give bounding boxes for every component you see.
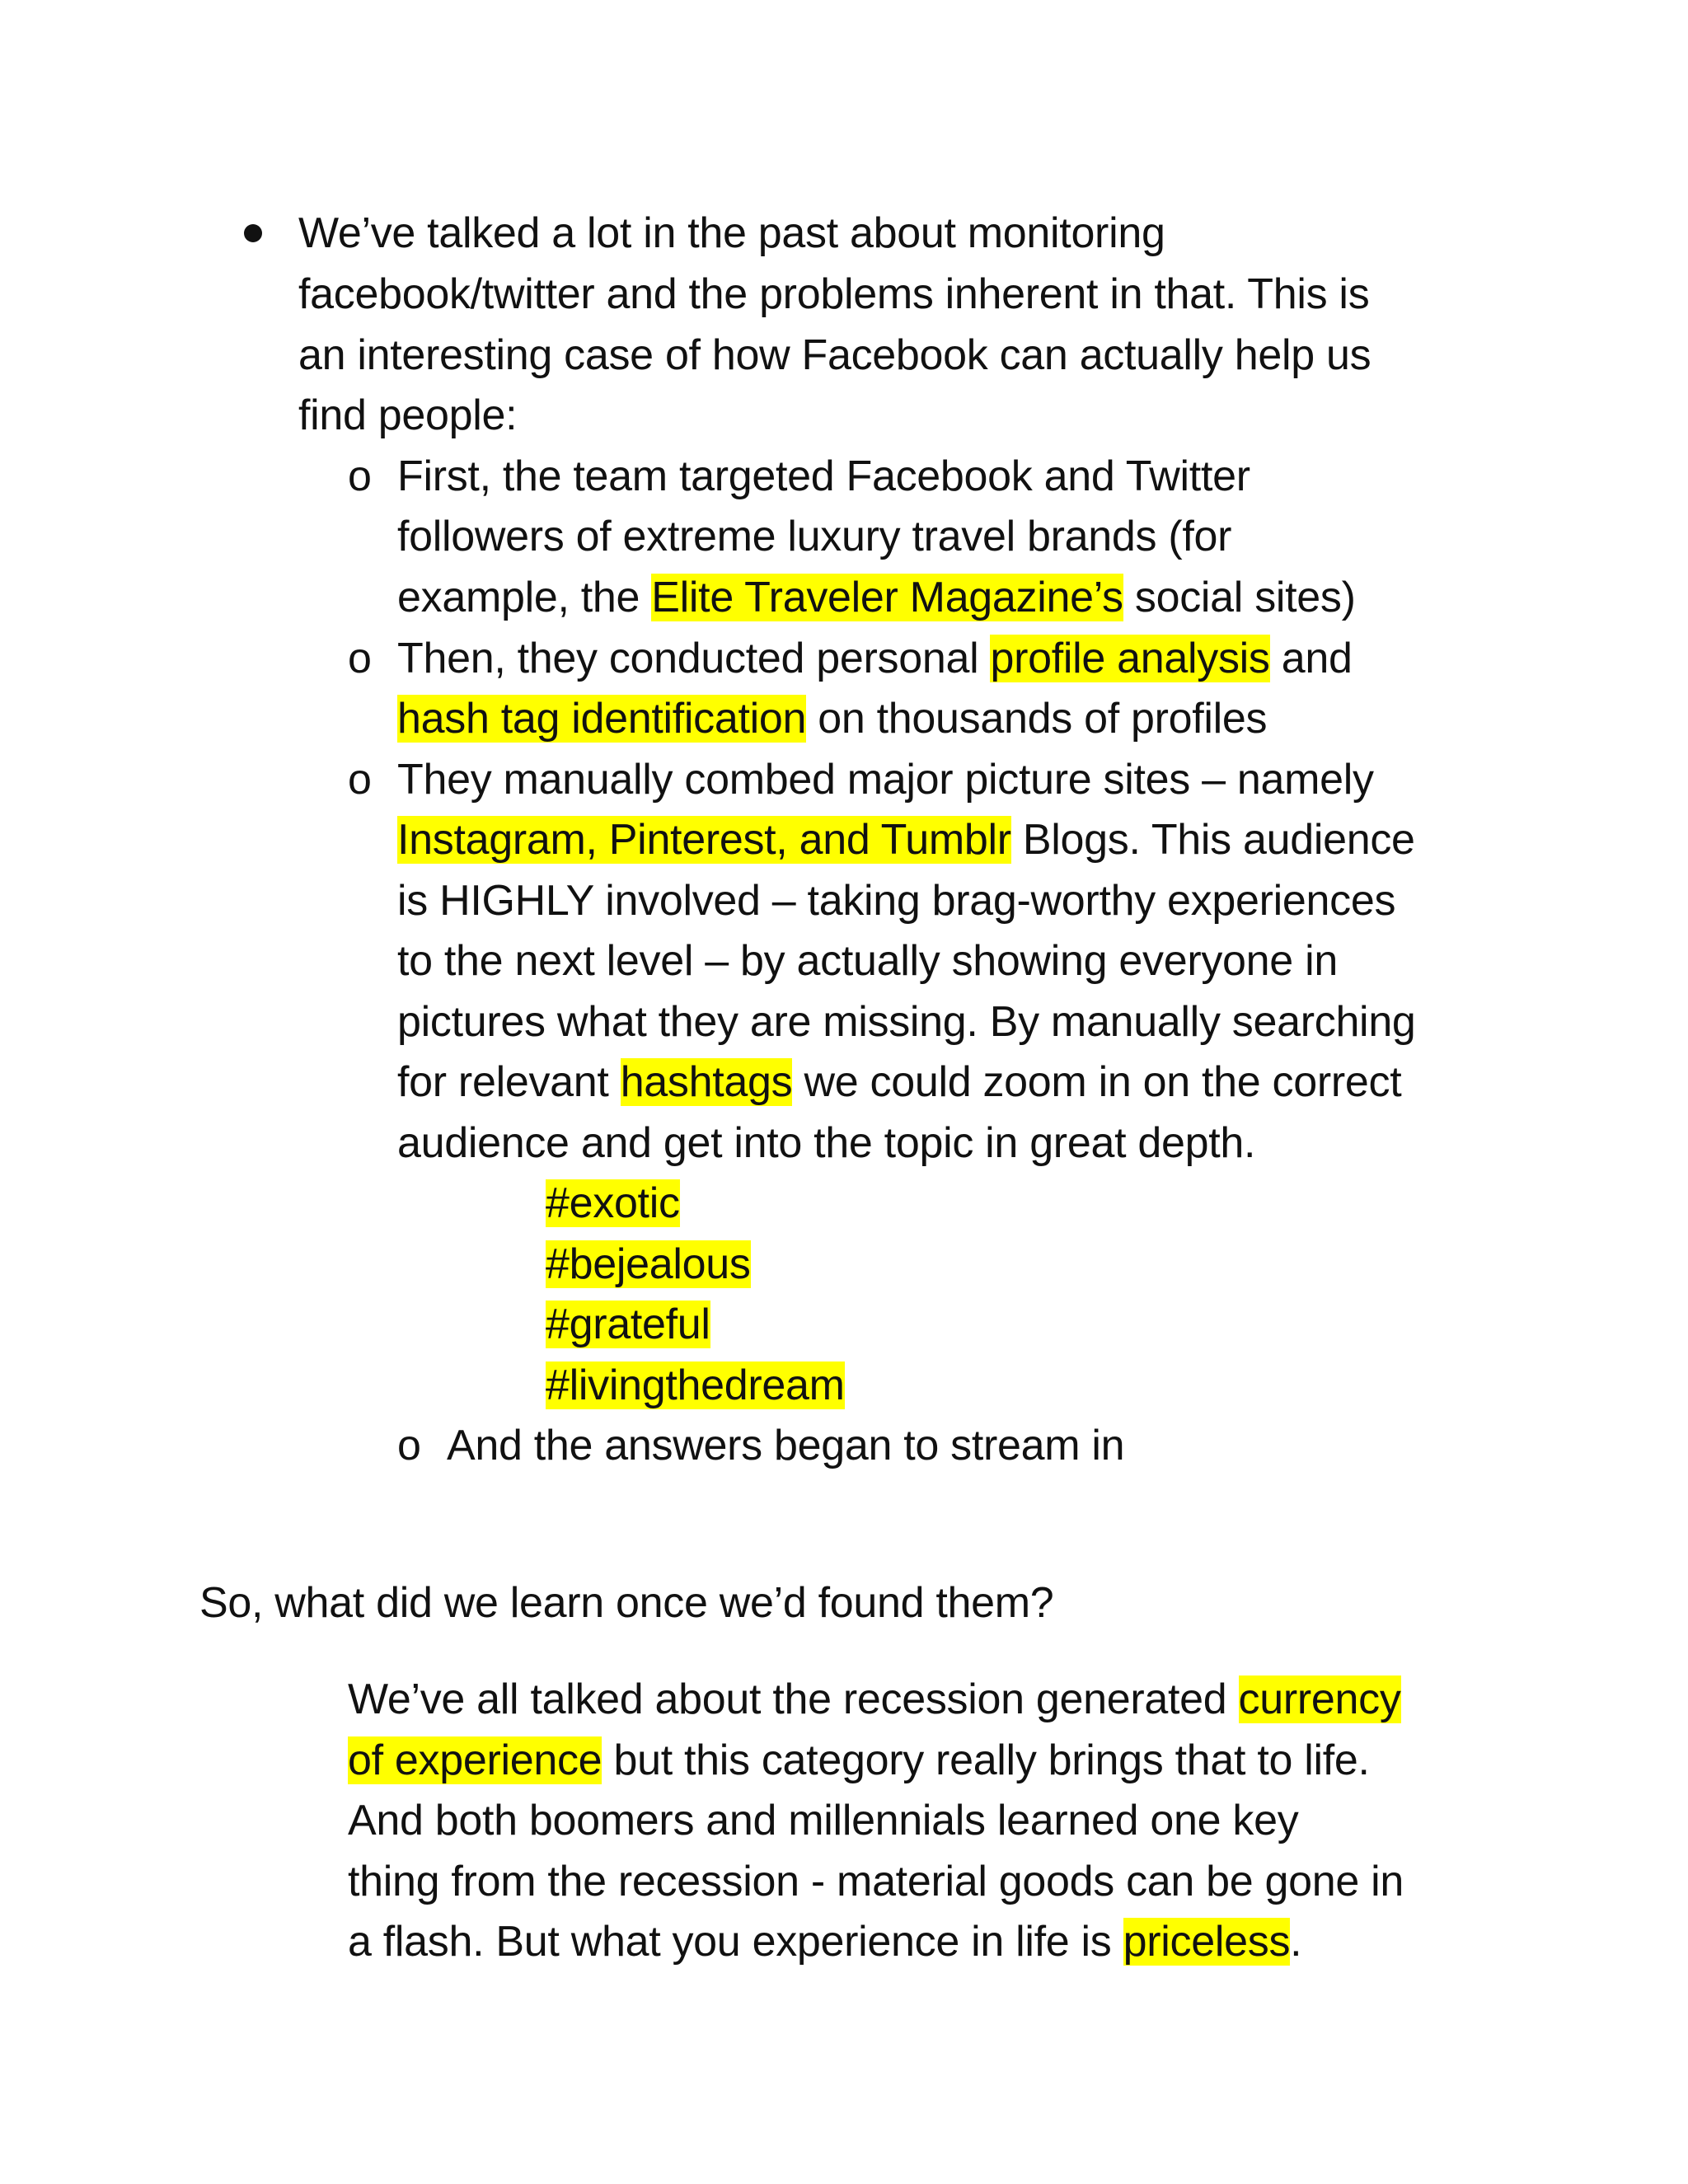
sub2-line-2-tail: on thousands of profiles <box>806 695 1268 743</box>
answer-line-3: And both boomers and millennials learned one key <box>348 1797 1299 1844</box>
sub-bullet-icon: o <box>397 1422 421 1469</box>
sub3-line-5: pictures what they are missing. By manually searching <box>397 998 1416 1046</box>
sub3-line-3: is HIGHLY involved – taking brag-worthy experiences <box>397 877 1396 925</box>
sub1-line-3-tail: social sites) <box>1123 574 1356 621</box>
hashtag-grateful: #grateful <box>546 1301 710 1348</box>
answer-line-2-tail: but this category really brings that to life. <box>602 1736 1370 1784</box>
question-heading: So, what did we learn once we’d found them? <box>199 1579 1054 1627</box>
sub1-line-2: followers of extreme luxury travel brands (for <box>397 513 1232 560</box>
sub-bullet-icon: o <box>348 452 372 500</box>
bullet-dot-icon <box>244 224 262 242</box>
sub2-line-1-text: Then, they conducted personal <box>397 635 991 682</box>
sub-bullet-icon: o <box>348 635 372 682</box>
sub4-line-1: And the answers began to stream in <box>447 1422 1125 1469</box>
hashtag-bejealous: #bejealous <box>546 1240 751 1288</box>
sub1-line-3 <box>397 567 1356 628</box>
answer-line-5 <box>348 1911 1301 1972</box>
hashtag-item <box>546 1355 845 1416</box>
sub3-line-2-tail: Blogs. This audience <box>1010 816 1415 864</box>
highlight-priceless: priceless <box>1123 1918 1291 1966</box>
highlight-elite-traveler: Elite Traveler Magazine’s <box>651 574 1123 621</box>
highlight-currency: currency <box>1238 1675 1401 1723</box>
highlight-hash-tag-identification: hash tag identification <box>397 695 807 743</box>
sub1-line-3-text: example, the <box>397 574 652 621</box>
hashtag-exotic: #exotic <box>546 1179 680 1227</box>
sub3-line-6-text: for relevant <box>397 1058 621 1106</box>
hashtag-item <box>546 1234 751 1295</box>
sub2-line-1 <box>397 628 1353 689</box>
sub3-line-4: to the next level – by actually showing everyone in <box>397 937 1338 985</box>
sub1-line-1: First, the team targeted Facebook and Twitter <box>397 452 1250 500</box>
hashtag-item <box>546 1173 680 1234</box>
sub-bullet-icon: o <box>348 756 372 804</box>
intro-line-2: facebook/twitter and the problems inherent in that. This is <box>298 270 1370 318</box>
highlight-instagram-pinterest-tumblr: Instagram, Pinterest, and Tumblr <box>397 816 1011 864</box>
sub2-line-2 <box>397 688 1267 749</box>
highlight-profile-analysis: profile analysis <box>990 635 1270 682</box>
answer-line-1-text: We’ve all talked about the recession generated <box>348 1675 1239 1723</box>
intro-line-3: an interesting case of how Facebook can actually help us <box>298 331 1372 379</box>
highlight-of-experience: of experience <box>348 1736 603 1784</box>
hashtag-item <box>546 1294 710 1355</box>
answer-line-4: thing from the recession - material goods can be gone in <box>348 1858 1404 1905</box>
intro-line-4: find people: <box>298 391 518 439</box>
sub3-line-2 <box>397 809 1415 870</box>
sub3-line-6 <box>397 1052 1401 1113</box>
sub3-line-1: They manually combed major picture sites – namely <box>397 756 1374 804</box>
answer-line-5-tail: . <box>1290 1918 1302 1966</box>
sub3-line-7: audience and get into the topic in great depth. <box>397 1119 1256 1167</box>
answer-line-2 <box>348 1730 1370 1791</box>
sub2-line-1-tail: and <box>1269 635 1353 682</box>
sub3-line-6-tail: we could zoom in on the correct <box>792 1058 1402 1106</box>
highlight-hashtags: hashtags <box>620 1058 793 1106</box>
answer-line-1 <box>348 1669 1401 1730</box>
answer-line-5-text: a flash. But what you experience in life is <box>348 1918 1123 1966</box>
intro-line-1: We’ve talked a lot in the past about monitoring <box>298 209 1165 257</box>
hashtag-livingthedream: #livingthedream <box>546 1361 845 1409</box>
